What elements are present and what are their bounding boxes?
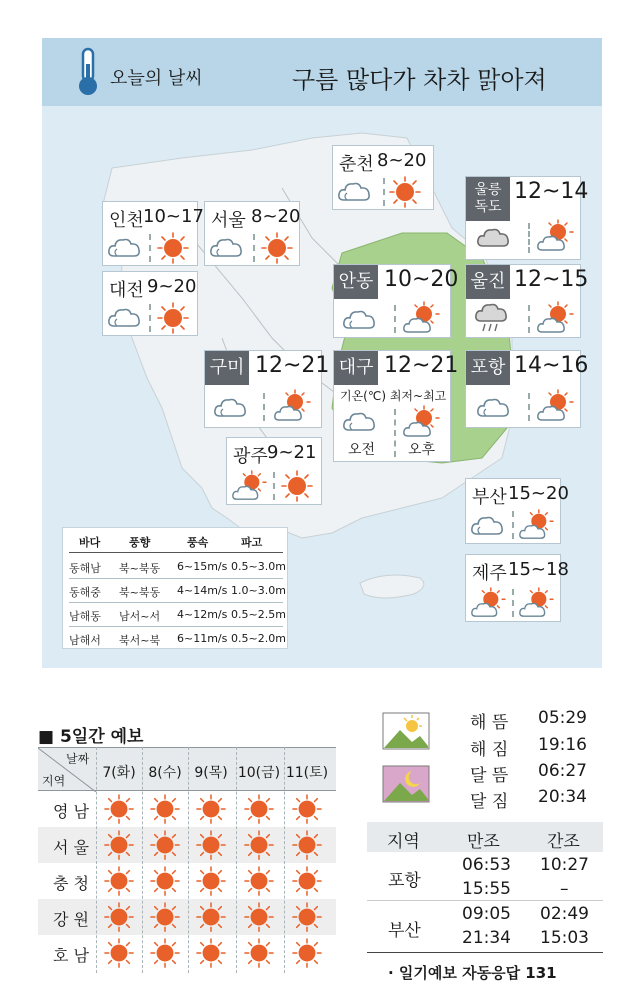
tide-table-header bbox=[367, 822, 603, 852]
forecast-sun-icon bbox=[196, 938, 226, 968]
tide-low: 15:03 bbox=[540, 928, 589, 948]
gray-cloud-icon bbox=[476, 225, 510, 249]
forecast-region: 서 울 bbox=[53, 838, 89, 857]
sea-cell: 북~북동 bbox=[119, 562, 161, 575]
forecast-sun-icon bbox=[150, 902, 180, 932]
moonrise-icon bbox=[382, 765, 430, 803]
city-name: 광주 bbox=[233, 446, 268, 467]
sea-cell: 4~14m/s bbox=[177, 584, 228, 597]
corner-date-label: 날짜 bbox=[66, 752, 90, 766]
sun-cloud-icon bbox=[518, 587, 554, 619]
sun-cloud-icon bbox=[536, 219, 574, 253]
cloud-icon bbox=[209, 235, 243, 259]
sea-cell: 6~11m/s bbox=[177, 632, 228, 645]
forecast-sun-icon bbox=[196, 902, 226, 932]
forecast-day: 9(목) bbox=[194, 765, 228, 781]
forecast-sun-icon bbox=[196, 866, 226, 896]
sea-table-row bbox=[69, 604, 286, 626]
forecast-sun-icon bbox=[104, 938, 134, 968]
legend-am: 오전 bbox=[348, 442, 376, 458]
sea-table-row bbox=[69, 556, 286, 578]
temp-range: 9~20 bbox=[147, 276, 197, 297]
sun-icon bbox=[281, 470, 313, 502]
forecast-sun-icon bbox=[104, 866, 134, 896]
sunrise-time: 05:29 bbox=[538, 708, 587, 728]
cloud-icon bbox=[342, 307, 376, 331]
forecast-region: 호 남 bbox=[53, 946, 89, 965]
sea-cell: 남해서 bbox=[69, 634, 101, 647]
sea-cell: 동해중 bbox=[69, 586, 101, 599]
tide-header: 지역 bbox=[387, 832, 420, 852]
thermometer-icon bbox=[74, 46, 102, 98]
sun-cloud-icon bbox=[231, 470, 267, 502]
city-tag: 구미 bbox=[205, 351, 249, 385]
sea-cell: 0.5~2.5m bbox=[231, 608, 286, 621]
tide-high: 09:05 bbox=[462, 904, 511, 924]
forecast-day: 8(수) bbox=[148, 765, 182, 781]
sunrise-icon bbox=[382, 712, 430, 750]
forecast-region: 영 남 bbox=[53, 802, 89, 821]
sun-icon bbox=[157, 232, 189, 264]
city-card-jeju bbox=[465, 554, 569, 622]
sun-cloud-icon bbox=[273, 389, 311, 423]
forecast-region: 충 청 bbox=[53, 874, 89, 893]
tide-low: 10:27 bbox=[540, 855, 589, 875]
forecast-sun-icon bbox=[150, 938, 180, 968]
moonrise-time: 06:27 bbox=[538, 761, 587, 781]
header-headline: 구름 많다가 차차 맑아져 bbox=[292, 66, 547, 94]
sea-cell: 북서~북 bbox=[119, 634, 161, 647]
city-card-pohang bbox=[465, 350, 589, 428]
sunset-time: 19:16 bbox=[538, 735, 587, 755]
sea-table-row bbox=[69, 580, 286, 602]
city-card-daejeon bbox=[102, 271, 198, 336]
forecast-region: 강 원 bbox=[53, 910, 89, 929]
sunset-label: 해 짐 bbox=[470, 740, 509, 760]
sea-table-row bbox=[69, 628, 286, 650]
temp-range: 12~21 bbox=[384, 353, 459, 378]
sea-cell: 북~북동 bbox=[119, 586, 161, 599]
city-card-busan bbox=[465, 478, 569, 544]
temp-range: 15~20 bbox=[508, 483, 569, 504]
sea-cell: 0.5~3.0m bbox=[231, 560, 286, 573]
legend-pm: 오후 bbox=[408, 442, 436, 458]
rain-cloud-icon bbox=[474, 303, 508, 333]
city-name: 서울 bbox=[211, 210, 246, 231]
sea-cell: 4~12m/s bbox=[177, 608, 228, 621]
temp-range: 12~15 bbox=[514, 267, 589, 292]
city-name: 부산 bbox=[472, 487, 507, 508]
city-name: 제주 bbox=[472, 563, 507, 584]
temp-range: 10~17 bbox=[143, 206, 204, 227]
sun-icon bbox=[157, 302, 189, 334]
sea-cell: 남서~서 bbox=[119, 610, 161, 623]
temp-range: 8~20 bbox=[251, 206, 301, 227]
temp-range: 15~18 bbox=[508, 559, 569, 580]
city-card-gwangju bbox=[226, 437, 322, 505]
tide-high: 06:53 bbox=[462, 855, 511, 875]
sun-cloud-icon bbox=[518, 509, 554, 541]
moonset-label: 달 짐 bbox=[470, 792, 509, 812]
temp-range: 8~20 bbox=[377, 150, 427, 171]
cloud-icon bbox=[470, 513, 504, 537]
forecast-sun-icon bbox=[104, 902, 134, 932]
sea-conditions-table bbox=[62, 527, 288, 649]
city-name: 대전 bbox=[109, 280, 144, 301]
cloud-icon bbox=[342, 409, 376, 433]
tide-region: 부산 bbox=[388, 921, 421, 941]
city-card-uljin bbox=[465, 264, 589, 338]
cloud-icon bbox=[107, 305, 141, 329]
sea-header: 파고 bbox=[241, 536, 263, 549]
forecast-sun-icon bbox=[150, 794, 180, 824]
city-tag: 포항 bbox=[466, 351, 510, 385]
cloud-icon bbox=[213, 395, 247, 419]
sun-cloud-icon bbox=[536, 389, 574, 423]
forecast-sun-icon bbox=[150, 866, 180, 896]
forecast-sun-icon bbox=[104, 794, 134, 824]
sea-header: 바다 bbox=[79, 536, 101, 549]
forecast-day: 11(토) bbox=[285, 765, 329, 781]
sea-header: 풍속 bbox=[187, 536, 209, 549]
city-tag: 대구 bbox=[334, 351, 378, 385]
sea-cell: 남해동 bbox=[69, 610, 101, 623]
legend-temp: 기온(℃) 최저~최고 bbox=[340, 389, 447, 403]
temp-range: 14~16 bbox=[514, 353, 589, 378]
forecast-sun-icon bbox=[244, 902, 274, 932]
forecast-title: ■ 5일간 예보 bbox=[38, 727, 144, 747]
sun-cloud-icon bbox=[470, 587, 506, 619]
tide-region: 포항 bbox=[388, 871, 421, 891]
city-card-andong bbox=[333, 264, 459, 338]
sun-cloud-icon bbox=[402, 301, 440, 335]
forecast-sun-icon bbox=[292, 938, 322, 968]
tide-header: 만조 bbox=[467, 832, 500, 852]
forecast-sun-icon bbox=[292, 794, 322, 824]
sea-header: 풍향 bbox=[129, 536, 151, 549]
moonset-time: 20:34 bbox=[538, 787, 587, 807]
city-card-daegu bbox=[333, 350, 459, 462]
forecast-sun-icon bbox=[292, 866, 322, 896]
sea-cell: 6~15m/s bbox=[177, 560, 228, 573]
city-card-ulleung-dokdo bbox=[465, 176, 589, 260]
tide-high: 15:55 bbox=[462, 879, 511, 899]
forecast-sun-icon bbox=[244, 938, 274, 968]
forecast-day: 10(금) bbox=[237, 765, 281, 781]
forecast-sun-icon bbox=[244, 866, 274, 896]
sun-cloud-icon bbox=[536, 301, 574, 335]
sea-cell: 0.5~2.0m bbox=[231, 632, 286, 645]
tide-low: 02:49 bbox=[540, 904, 589, 924]
temp-range: 12~21 bbox=[255, 353, 330, 378]
city-tag: 울릉 독도 bbox=[466, 177, 510, 221]
sun-cloud-icon bbox=[402, 405, 440, 439]
temp-range: 12~14 bbox=[514, 179, 589, 204]
city-tag: 안동 bbox=[334, 265, 378, 299]
forecast-header-row bbox=[38, 747, 336, 791]
cloud-icon bbox=[107, 235, 141, 259]
forecast-sun-icon bbox=[292, 830, 322, 860]
forecast-sun-icon bbox=[104, 830, 134, 860]
corner-region-label: 지역 bbox=[42, 774, 66, 788]
moonrise-label: 달 뜸 bbox=[470, 766, 509, 786]
forecast-sun-icon bbox=[196, 794, 226, 824]
tide-high: 21:34 bbox=[462, 928, 511, 948]
city-card-seoul bbox=[204, 201, 300, 266]
forecast-sun-icon bbox=[196, 830, 226, 860]
forecast-table bbox=[38, 747, 336, 973]
sea-cell: 동해남 bbox=[69, 562, 101, 575]
sun-icon bbox=[389, 176, 421, 208]
city-tag: 울진 bbox=[466, 265, 510, 299]
header-title: 오늘의 날씨 bbox=[110, 68, 203, 89]
city-name: 춘천 bbox=[339, 154, 374, 175]
sunrise-label: 해 뜸 bbox=[470, 713, 509, 733]
forecast-day: 7(화) bbox=[102, 765, 136, 781]
forecast-sun-icon bbox=[244, 830, 274, 860]
sea-cell: 1.0~3.0m bbox=[231, 584, 286, 597]
sea-table-header bbox=[69, 530, 283, 552]
cloud-icon bbox=[476, 395, 510, 419]
tide-header: 간조 bbox=[547, 832, 580, 852]
city-card-gumi bbox=[204, 350, 330, 428]
weather-hotline: · 일기예보 자동응답 131 bbox=[388, 964, 557, 982]
city-card-chuncheon bbox=[332, 145, 434, 210]
city-name: 인천 bbox=[109, 210, 144, 231]
forecast-sun-icon bbox=[292, 902, 322, 932]
tide-low: – bbox=[560, 879, 569, 899]
forecast-sun-icon bbox=[244, 794, 274, 824]
temp-range: 10~20 bbox=[384, 267, 459, 292]
cloud-icon bbox=[337, 179, 371, 203]
sun-icon bbox=[261, 232, 293, 264]
forecast-sun-icon bbox=[150, 830, 180, 860]
city-card-incheon bbox=[102, 201, 204, 266]
temp-range: 9~21 bbox=[267, 442, 317, 463]
